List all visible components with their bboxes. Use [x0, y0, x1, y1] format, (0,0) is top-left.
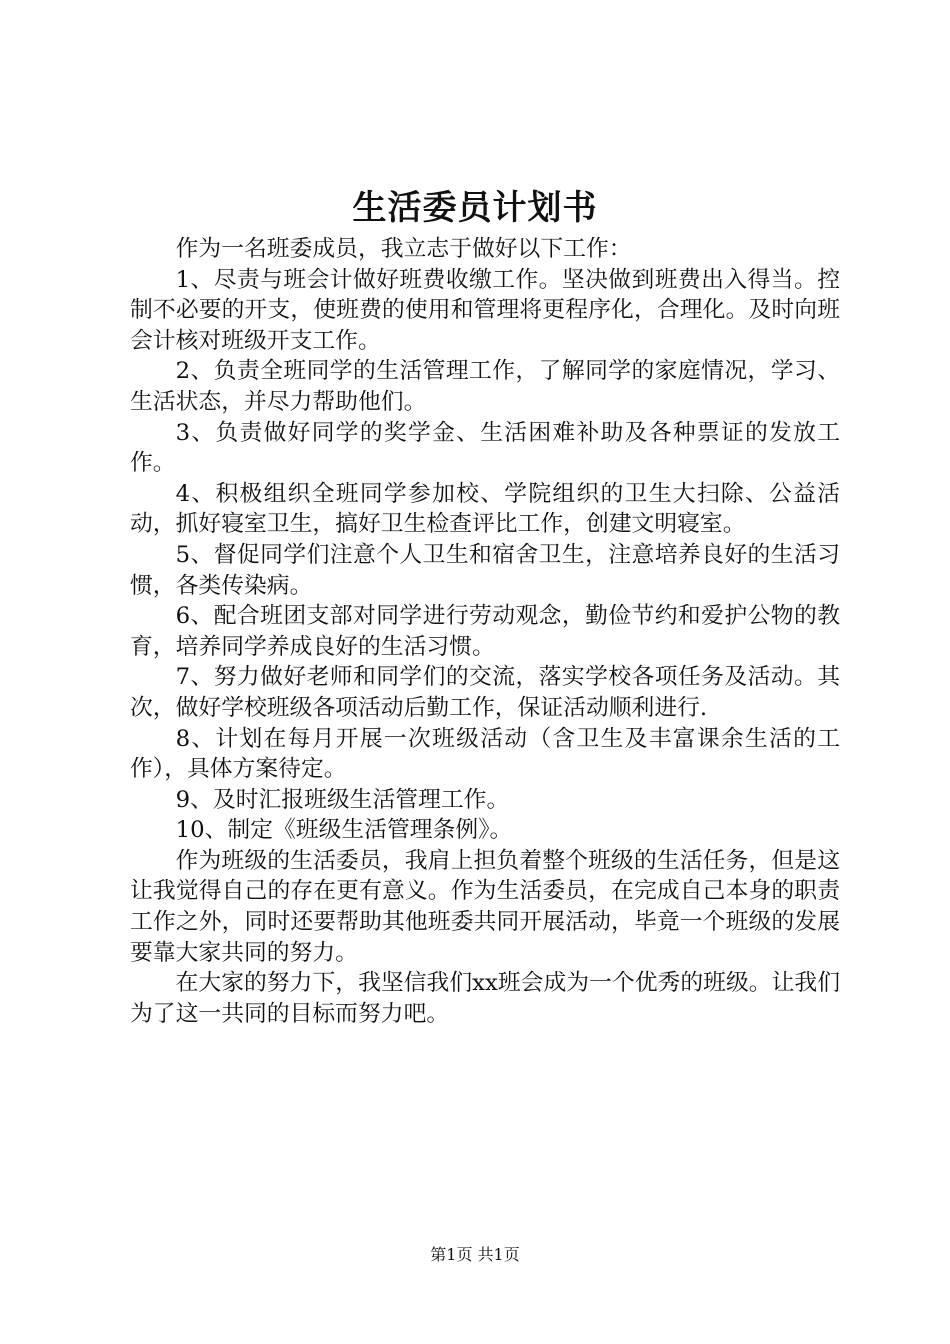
paragraph: 4、积极组织全班同学参加校、学院组织的卫生大扫除、公益活动，抓好寝室卫生，搞好卫生检查评比工作，创建文明寝室。 — [130, 480, 840, 538]
paragraph: 3、负责做好同学的奖学金、生活困难补助及各种票证的发放工作。 — [130, 419, 840, 477]
paragraph: 6、配合班团支部对同学进行劳动观念，勤俭节约和爱护公物的教育，培养同学养成良好的生活习惯。 — [130, 603, 840, 660]
document-title: 生活委员计划书 — [352, 188, 598, 228]
paragraph: 作为一名班委成员，我立志于做好以下工作： — [175, 236, 632, 262]
paragraph: 8、计划在每月开展一次班级活动（含卫生及丰富课余生活的工作），具体方案待定。 — [130, 725, 840, 783]
paragraph: 7、努力做好老师和同学们的交流，落实学校各项任务及活动。其次，做好学校班级各项活动后勤工作，保证活动顺利进行. — [130, 664, 840, 721]
paragraph: 9、及时汇报班级生活管理工作。 — [175, 786, 510, 813]
paragraph: 1、尽责与班会计做好班费收缴工作。坚决做到班费出入得当。控制不必要的开支，使班费的使用和管理将更程序化，合理化。及时向班会计核对班级开支工作。 — [130, 266, 840, 354]
paragraph: 5、督促同学们注意个人卫生和宿舍卫生，注意培养良好的生活习惯，各类传染病。 — [130, 541, 840, 599]
page-number-footer: 第1页 共1页 — [430, 1245, 520, 1264]
paragraph: 10、制定《班级生活管理条例》。 — [175, 817, 513, 844]
paragraph: 2、负责全班同学的生活管理工作，了解同学的家庭情况，学习、生活状态，并尽力帮助他们。 — [130, 358, 840, 415]
paragraph: 作为班级的生活委员，我肩上担负着整个班级的生活任务，但是这让我觉得自己的存在更有意义。作为生活委员，在完成自己本身的职责工作之外，同时还要帮助其他班委共同开展活动，毕竟一个班级的发展要靠大家共同的努力。 — [130, 847, 840, 966]
document-body — [130, 234, 840, 1029]
paragraph: 在大家的努力下，我坚信我们xx班会成为一个优秀的班级。让我们为了这一共同的目标而努力吧。 — [130, 970, 840, 1027]
